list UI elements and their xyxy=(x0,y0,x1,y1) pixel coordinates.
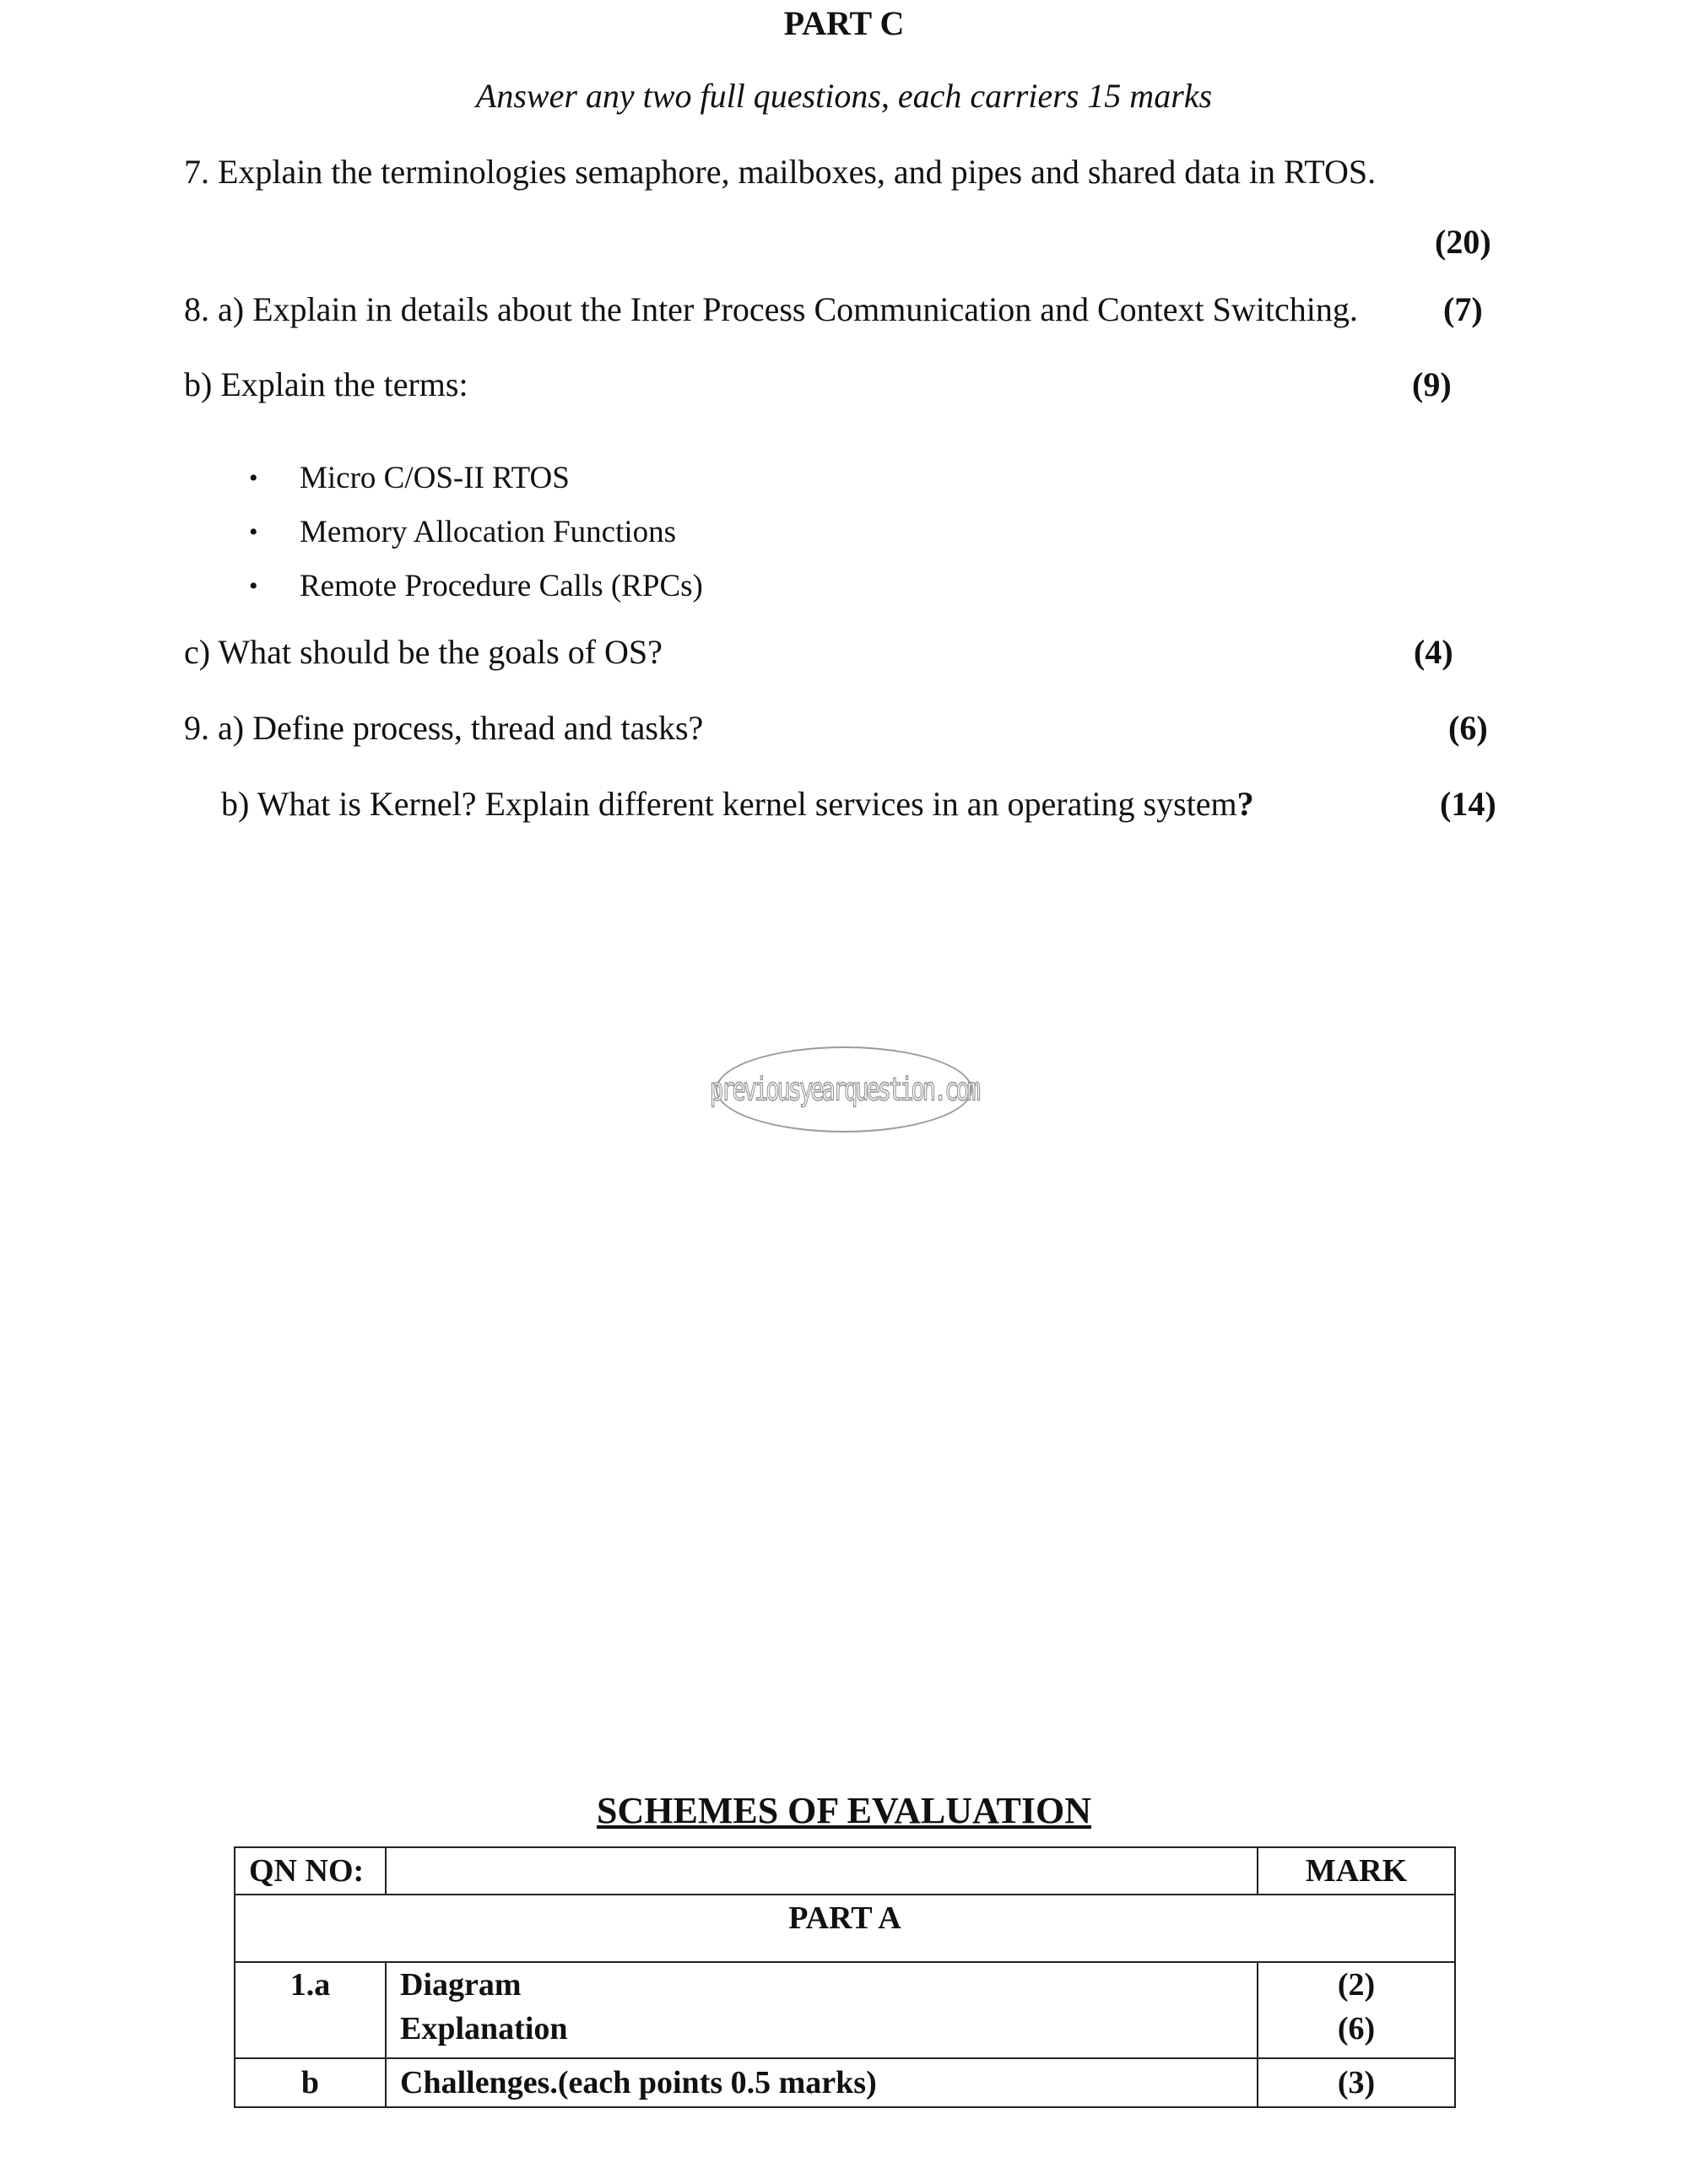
list-item: • Remote Procedure Calls (RPCs) xyxy=(249,560,703,614)
row-content-line: Diagram xyxy=(400,1967,522,2003)
question-8c-text: c) What should be the goals of OS? xyxy=(184,633,663,671)
header-content xyxy=(386,1847,1258,1895)
evaluation-scheme-table xyxy=(234,1846,1456,2108)
part-c-instruction: Answer any two full questions, each carriers 15 marks xyxy=(475,77,1213,115)
question-8b-text: b) Explain the terms: xyxy=(184,365,468,403)
row-mark-value: (6) xyxy=(1337,2011,1376,2046)
watermark-text: previousyearquestion.com xyxy=(709,1071,979,1108)
question-9a-mark: (6) xyxy=(1448,709,1488,747)
row-content-line: Challenges.(each points 0.5 marks) xyxy=(400,2065,877,2100)
watermark-logo xyxy=(709,1046,979,1133)
question-8b-mark: (9) xyxy=(1412,365,1452,403)
header-qn-no: QN NO: xyxy=(235,1847,386,1895)
part-c-title: PART C xyxy=(783,4,905,42)
list-item: • Micro C/OS-II RTOS xyxy=(249,451,703,505)
table-row xyxy=(235,2058,1455,2107)
table-row xyxy=(235,1962,1455,2058)
table-section-row xyxy=(235,1895,1455,1962)
section-part-a: PART A xyxy=(235,1895,1455,1962)
row-content-line: Explanation xyxy=(400,2011,568,2046)
scheme-title: SCHEMES OF EVALUATION xyxy=(597,1790,1091,1831)
row-mark xyxy=(1258,1962,1455,2058)
list-item: • Memory Allocation Functions xyxy=(249,505,703,560)
question-8a-mark: (7) xyxy=(1443,290,1483,328)
question-9b-text: b) What is Kernel? Explain different kernel services in an operating system? xyxy=(221,785,1254,823)
question-7-mark: (20) xyxy=(1435,223,1491,261)
row-content xyxy=(386,1962,1258,2058)
question-9a-text: 9. a) Define process, thread and tasks? xyxy=(184,709,704,747)
row-content xyxy=(386,2058,1258,2107)
question-7-text: 7. Explain the terminologies semaphore, mailboxes, and pipes and shared data in RTOS. xyxy=(184,153,1377,191)
row-mark-value: (3) xyxy=(1337,2065,1376,2100)
row-qn: b xyxy=(235,2058,386,2107)
question-8c-mark: (4) xyxy=(1414,633,1453,671)
question-9b-mark: (14) xyxy=(1440,785,1496,823)
row-qn: 1.a xyxy=(235,1962,386,2058)
row-mark-value: (2) xyxy=(1337,1967,1376,2003)
question-8b-term-list xyxy=(249,451,703,614)
header-mark: MARK xyxy=(1258,1847,1455,1895)
row-mark xyxy=(1258,2058,1455,2107)
question-8a-text: 8. a) Explain in details about the Inter Process Communication and Context Switching. xyxy=(184,290,1358,328)
table-header-row xyxy=(235,1847,1455,1895)
